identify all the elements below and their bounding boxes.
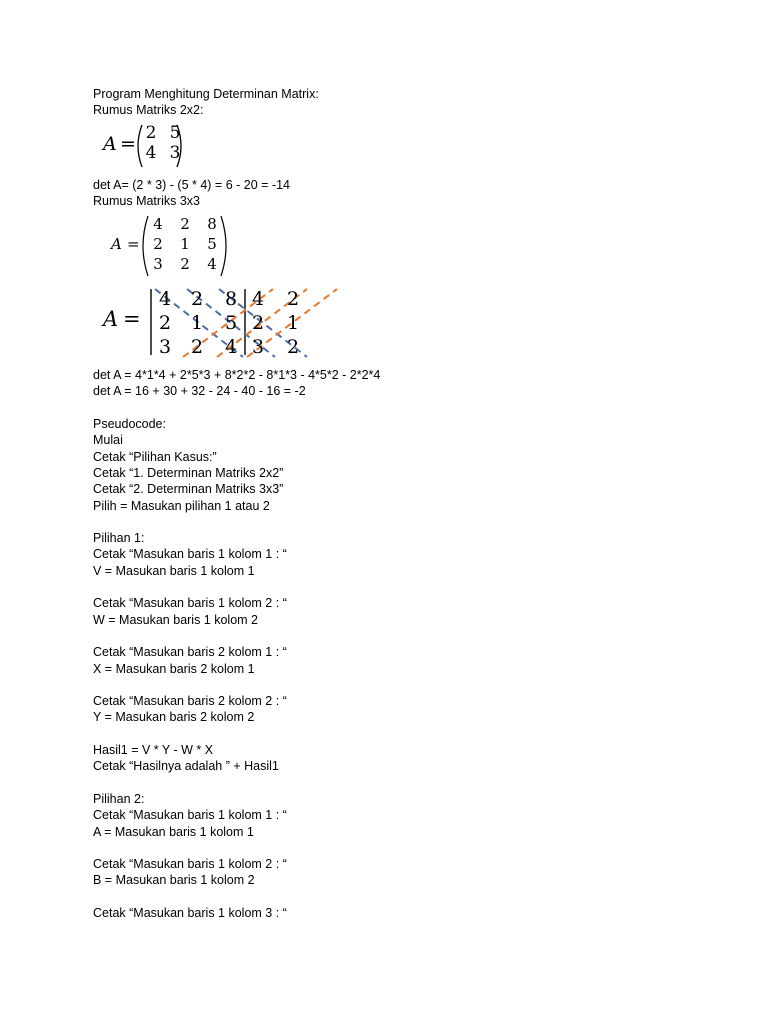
pseudocode-line: Mulai xyxy=(93,433,123,448)
sarrus-cell: 8 xyxy=(224,288,238,311)
pseudocode-line: Cetak “Masukan baris 2 kolom 1 : “ xyxy=(93,645,287,660)
matrix-3x3-cell: 2 xyxy=(153,235,163,254)
pseudocode-line: Cetak “Masukan baris 1 kolom 1 : “ xyxy=(93,547,287,562)
spacer xyxy=(93,677,733,693)
sarrus-cell: 1 xyxy=(286,312,300,335)
sarrus-cell: 2 xyxy=(286,288,300,311)
matrix-2x2-cells xyxy=(143,123,183,169)
sarrus-cell: 4 xyxy=(224,336,238,359)
matrix-3x3-cell: 5 xyxy=(207,235,217,254)
pseudocode-line: Cetak “2. Determinan Matriks 3x3” xyxy=(93,482,284,497)
pseudocode-line: Cetak “Masukan baris 1 kolom 2 : “ xyxy=(93,857,287,872)
matrix-3x3-cell: 4 xyxy=(207,255,217,274)
sarrus-cell: 4 xyxy=(158,288,172,311)
matrix-3x3-cell: 3 xyxy=(153,255,163,274)
det-3x3-line2: det A = 16 + 30 + 32 - 24 - 40 - 16 = -2 xyxy=(93,384,306,399)
sarrus-equation xyxy=(93,285,733,361)
pseudocode-line: V = Masukan baris 1 kolom 1 xyxy=(93,563,255,578)
matrix-2x2-cell: 2 xyxy=(145,122,157,143)
sarrus-cell: 1 xyxy=(190,312,204,335)
spacer xyxy=(93,726,733,742)
sarrus-cell: 2 xyxy=(158,312,172,335)
matrix-3x3-equation xyxy=(93,213,733,279)
matrix-3x3-var: A xyxy=(111,235,122,254)
spacer xyxy=(93,400,733,416)
spacer xyxy=(93,840,733,856)
sarrus-cell: 3 xyxy=(251,336,265,359)
formula-2x2-heading: Rumus Matriks 2x2: xyxy=(93,103,204,118)
sarrus-cell: 2 xyxy=(251,312,265,335)
matrix-2x2-cell: 5 xyxy=(169,122,181,143)
matrix-2x2-equation xyxy=(93,121,733,171)
sarrus-cell: 4 xyxy=(251,288,265,311)
pseudocode-line: A = Masukan baris 1 kolom 1 xyxy=(93,824,254,839)
sarrus-cell: 2 xyxy=(286,336,300,359)
pseudocode-line: Cetak “Pilihan Kasus:” xyxy=(93,449,217,464)
matrix-2x2-var: A xyxy=(103,132,117,155)
matrix-3x3-cell: 8 xyxy=(207,215,217,234)
pseudocode-line: Cetak “Masukan baris 2 kolom 2 : “ xyxy=(93,694,287,709)
pseudocode-line: W = Masukan baris 1 kolom 2 xyxy=(93,612,258,627)
pseudocode-block xyxy=(93,416,733,921)
left-paren xyxy=(138,125,142,167)
sarrus-cell: 2 xyxy=(190,336,204,359)
spacer xyxy=(93,514,733,530)
pseudocode-line: X = Masukan baris 2 kolom 1 xyxy=(93,661,255,676)
sarrus-cell: 2 xyxy=(190,288,204,311)
matrix-3x3-cell: 2 xyxy=(180,255,190,274)
doc-title: Program Menghitung Determinan Matrix: xyxy=(93,87,319,101)
matrix-3x3-eq: = xyxy=(127,235,140,254)
pseudocode-line: Pilihan 1: xyxy=(93,531,145,546)
det-2x2-result: det A= (2 * 3) - (5 * 4) = 6 - 20 = -14 xyxy=(93,177,290,192)
sarrus-var: A xyxy=(103,307,119,332)
pseudocode-line: Pilihan 2: xyxy=(93,791,145,806)
matrix-3x3-cell: 4 xyxy=(153,215,163,234)
pseudocode-line: Cetak “1. Determinan Matriks 2x2” xyxy=(93,465,284,480)
spacer xyxy=(93,775,733,791)
det-3x3-line1: det A = 4*1*4 + 2*5*3 + 8*2*2 - 8*1*3 - 4*5*2 - 2*2*4 xyxy=(93,368,381,383)
document-page xyxy=(93,86,733,921)
sarrus-cell: 5 xyxy=(224,312,238,335)
sarrus-cell: 3 xyxy=(158,336,172,359)
pseudocode-line: Y = Masukan baris 2 kolom 2 xyxy=(93,710,255,725)
pseudocode-line: Pilih = Masukan pilihan 1 atau 2 xyxy=(93,498,270,513)
spacer xyxy=(93,889,733,905)
matrix-3x3-cell: 1 xyxy=(180,235,190,254)
pseudocode-line: Cetak “Hasilnya adalah ” + Hasil1 xyxy=(93,759,279,774)
matrix-3x3-cell: 2 xyxy=(180,215,190,234)
matrix-2x2-cell: 4 xyxy=(145,142,157,163)
matrix-3x3-cells xyxy=(150,215,228,277)
sarrus-diagram xyxy=(143,285,373,361)
pseudocode-line: Cetak “Masukan baris 1 kolom 1 : “ xyxy=(93,808,287,823)
spacer xyxy=(93,628,733,644)
matrix-2x2-eq: = xyxy=(120,132,136,155)
pseudocode-line: Pseudocode: xyxy=(93,417,166,432)
formula-3x3-heading: Rumus Matriks 3x3 xyxy=(93,193,200,208)
pseudocode-line: Hasil1 = V * Y - W * X xyxy=(93,743,214,758)
sarrus-eq: = xyxy=(123,307,141,332)
left-paren xyxy=(143,216,148,276)
pseudocode-line: B = Masukan baris 1 kolom 2 xyxy=(93,873,255,888)
pseudocode-line: Cetak “Masukan baris 1 kolom 3 : “ xyxy=(93,905,287,920)
pseudocode-line: Cetak “Masukan baris 1 kolom 2 : “ xyxy=(93,596,287,611)
matrix-2x2-cell: 3 xyxy=(169,142,181,163)
spacer xyxy=(93,579,733,595)
